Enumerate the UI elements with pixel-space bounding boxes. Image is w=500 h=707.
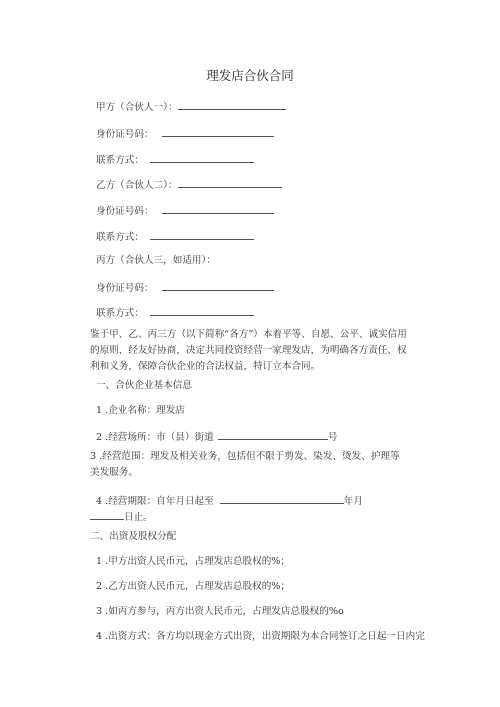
section2-item1: 1 .甲方出资人民币元，占理发店总股权的%； [96,556,291,567]
party-c-contact-row [96,306,254,320]
party-a-id-label: 身份证号码： [96,129,154,140]
section1-item4-label: 4 .经营期限：自年月日起至 [96,496,214,507]
party-c-id-row [96,281,274,295]
party-b-blank [178,178,282,188]
street-blank [218,430,328,440]
party-a-id-blank [162,127,274,137]
party-b-row [96,178,282,192]
party-c-row [96,255,216,267]
party-c-id-label: 身份证号码： [96,283,154,294]
section1-heading: 一、合伙企业基本信息 [96,380,192,391]
section1-item4-row [96,494,363,508]
party-a-blank [178,100,286,110]
section2-heading: 二、出资及股权分配 [90,531,177,542]
party-a-contact-blank [150,153,254,163]
party-c-contact-blank [150,306,254,316]
party-c-label: 丙方（合伙人三，如适用）： [96,255,216,266]
end-day-blank [90,510,124,520]
party-a-id-row [96,127,274,141]
party-a-contact-label: 联系方式： [96,155,144,166]
party-b-contact-row [96,230,254,244]
party-c-contact-label: 联系方式： [96,308,144,319]
party-b-contact-label: 联系方式： [96,232,144,243]
party-b-id-blank [162,204,274,214]
section1-item4-cont: 日止。 [124,512,153,523]
section2-item3: 3 .如丙方参与，丙方出资人民币元，占理发店总股权的%o [96,606,344,617]
section2-item4: 4 .出资方式：各方均以现金方式出资，出资期限为本合同签订之日起一日内完 [96,631,425,642]
section1-item4-suffix: 年月 [343,496,363,507]
party-b-contact-blank [150,230,254,240]
section1-item3: 3 .经营范围：理发及相关业务，包括但不限于剪发、染发、烫发、护理等美发服务。 [90,451,400,478]
party-a-label: 甲方（合伙人一）： [96,102,178,113]
party-a-contact-row [96,153,254,167]
section1-item2-row [96,430,337,444]
party-b-id-label: 身份证号码： [96,206,154,217]
section1-item2-suffix: 号 [327,432,338,443]
end-date-blank [220,494,344,504]
section1-item4-cont-row [90,510,153,524]
party-a-row [96,100,286,114]
section1-item2-label: 2 .经营场所：市（县）街道 [96,432,214,443]
section1-item1: 1 .企业名称：理发店 [96,405,185,416]
section2-item2: 2 .乙方出资人民币元，占理发店总股权的%； [96,581,291,592]
document-title: 理发店合伙合同 [206,68,294,83]
party-b-id-row [96,204,274,218]
party-b-label: 乙方（合伙人二）： [96,180,178,191]
preamble-paragraph: 鉴于甲、乙、丙三方（以下简称“各方”）本着平等、自愿、公平、诚实信用的原则，经友好协商，决定共同投资经营一家理发店，为明确各方责任、权利和义务，保障合伙企业的合法权益，特订立本合同。 [90,329,407,372]
party-c-id-blank [162,281,274,291]
